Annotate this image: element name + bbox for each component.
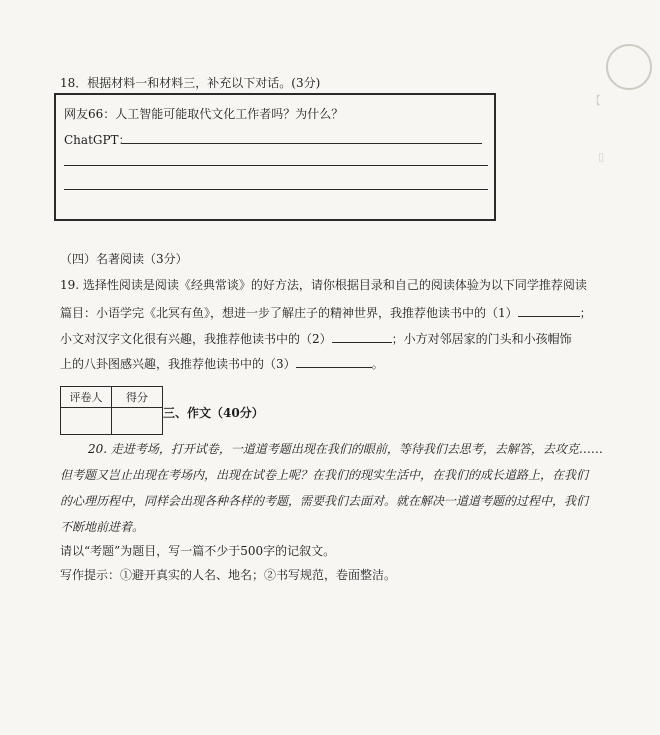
answer-blank-2[interactable] (332, 330, 392, 343)
question-19-line-1: 19. 选择性阅读是阅读《经典常谈》的好方法，请你根据目录和自己的阅读体验为以下同学推荐阅读 (60, 278, 587, 292)
question-19-line-4 (60, 355, 384, 372)
q19-text: ； (579, 306, 592, 320)
question-20-line-4: 不断地前进着。 (60, 520, 145, 534)
grader-header: 评卷人 (61, 387, 112, 408)
question-20-line-1: 20. 走进考场，打开试卷，一道道考题出现在我们的眼前，等待我们去思考，去解答，去攻克…… (88, 442, 603, 456)
bleed-through-seal (606, 44, 652, 90)
question-19-line-3 (60, 330, 572, 347)
writing-tips: 写作提示：①避开真实的人名、地名；②书写规范，卷面整洁。 (60, 568, 397, 582)
score-header: 得分 (112, 387, 163, 408)
q19-text: 上的八卦图感兴趣，我推荐他读书中的（3） (60, 357, 296, 371)
answer-line-3[interactable] (64, 189, 488, 190)
bleed-through-mark: 【 (590, 94, 601, 107)
section-4-title: （四）名著阅读（3分） (60, 252, 188, 266)
q19-text: 小文对汉字文化很有兴趣，我推荐他读书中的（2） (60, 332, 332, 346)
chatgpt-label: ChatGPT： (64, 133, 131, 147)
question-20-line-3: 的心理历程中，同样会出现各种各样的考题，需要我们去面对。就在解决一道道考题的过程中，我们 (60, 494, 589, 508)
q19-text: 。 (371, 357, 384, 371)
answer-line-1[interactable] (122, 143, 482, 144)
question-20-line-2: 但考题又岂止出现在考场内，出现在试卷上呢？在我们的现实生活中，在我们的成长道路上，在我们 (60, 468, 589, 482)
score-cell[interactable] (112, 408, 163, 435)
answer-line-2[interactable] (64, 165, 488, 166)
q19-text: 篇目：小语学完《北冥有鱼》，想进一步了解庄子的精神世界，我推荐他读书中的（1） (60, 306, 518, 320)
q19-text: ；小方对邻居家的门头和小孩帽饰 (391, 332, 572, 346)
bleed-through-mark: ▯ (598, 150, 605, 163)
dialogue-answer-box (54, 93, 496, 221)
essay-instruction: 请以“考题”为题目，写一篇不少于500字的记叙文。 (60, 544, 336, 558)
score-table (60, 386, 163, 435)
answer-blank-3[interactable] (296, 355, 372, 368)
question-18-title: 18．根据材料一和材料三，补充以下对话。(3分) (60, 76, 321, 90)
netizen-question: 网友66：人工智能可能取代文化工作者吗？为什么？ (64, 107, 344, 121)
answer-blank-1[interactable] (518, 304, 580, 317)
section-3-title: 三、作文（40分） (163, 406, 264, 420)
grader-cell[interactable] (61, 408, 112, 435)
question-19-line-2 (60, 304, 592, 321)
